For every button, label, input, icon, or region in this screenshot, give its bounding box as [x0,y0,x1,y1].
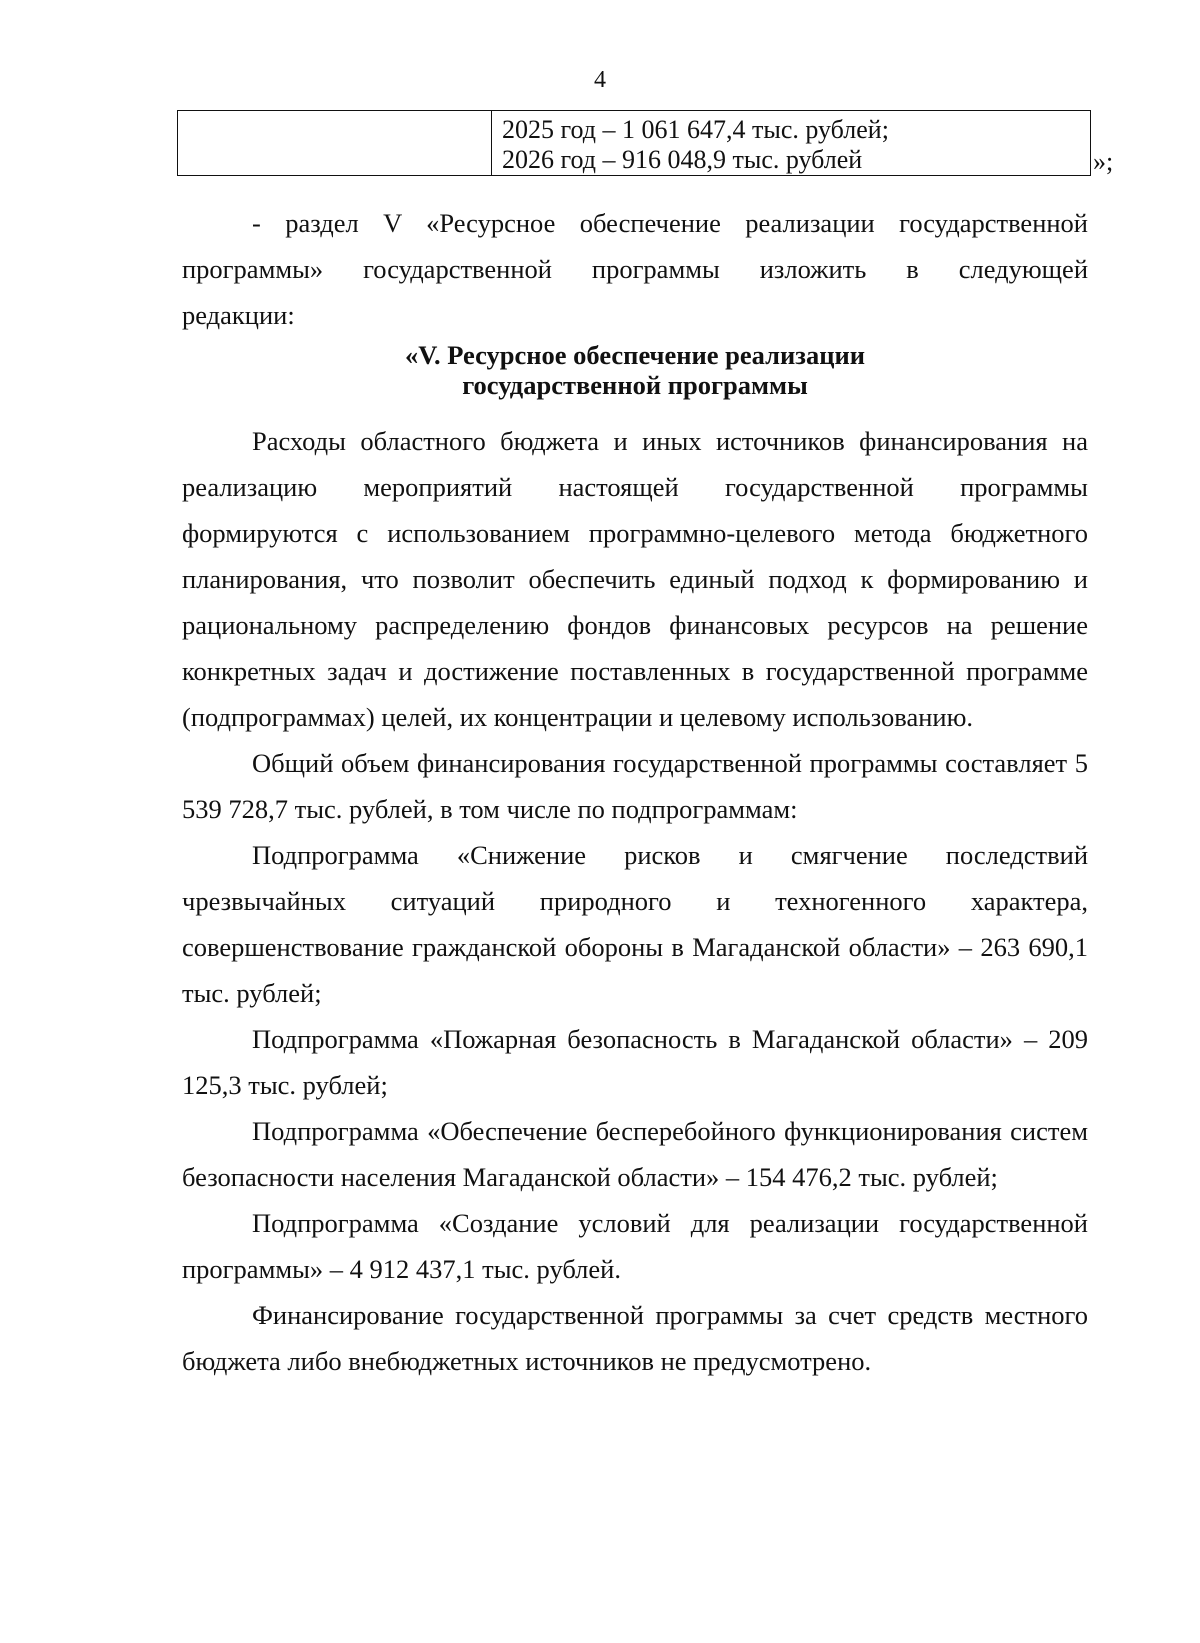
intro-line-1: - раздел V «Ресурсное обеспечение реализации государственной [252,208,1088,238]
table-row-2026: 2026 год – 916 048,9 тыс. рублей [502,145,863,174]
paragraph-subprogram-fire-safety: Подпрограмма «Пожарная безопасность в Магаданской области» – 209 125,3 тыс. рублей; [182,1024,1088,1100]
paragraph-total-volume: Общий объем финансирования государственной программы составляет 5 539 728,7 тыс. рублей, в том числе по подпрограммам: [182,748,1088,824]
section-heading-line-1: «V. Ресурсное обеспечение реализации [404,340,866,370]
intro-line-2: программы» государственной программы изложить в следующей [182,254,1088,284]
table-cell-empty [178,111,492,175]
intro-line-3: редакции: [182,300,295,330]
paragraph-subprogram-security-systems: Подпрограмма «Обеспечение бесперебойного функционирования систем безопасности населения Магаданской области» – 154 476,2 тыс. рублей; [182,1116,1088,1192]
table-closing-quote: »; [1093,147,1114,176]
page-number: 4 [594,67,606,93]
paragraph-subprogram-risks: Подпрограмма «Снижение рисков и смягчение последствий чрезвычайных ситуаций природного и техногенного характера, совершенствование гражданской обороны в Магаданской области» – 263 690,1 тыс. рублей; [182,840,1088,1008]
section-heading [182,340,1088,400]
table-row-2025: 2025 год – 1 061 647,4 тыс. рублей; [502,115,889,144]
paragraph-subprogram-conditions: Подпрограмма «Создание условий для реализации государственной программы» – 4 912 437,1 тыс. рублей. [182,1208,1088,1284]
section-heading-line-2: государственной программы [462,370,808,400]
paragraph-financing-note: Финансирование государственной программы за счет средств местного бюджета либо внебюджетных источников не предусмотрено. [182,1300,1088,1376]
document-body [182,200,1088,1384]
funding-table [177,110,1091,176]
paragraph-expenses: Расходы областного бюджета и иных источников финансирования на реализацию мероприятий настоящей государственной программы формируются с использованием программно-целевого метода бюджетного планирования, что позволит обеспечить единый подход к формированию и рациональному распределению фондов финансовых ресурсов на решение конкретных задач и достижение поставленных в государственной программе (подпрограммах) целей, их концентрации и целевому использованию. [182,426,1088,732]
table-cell-years [492,111,1090,175]
